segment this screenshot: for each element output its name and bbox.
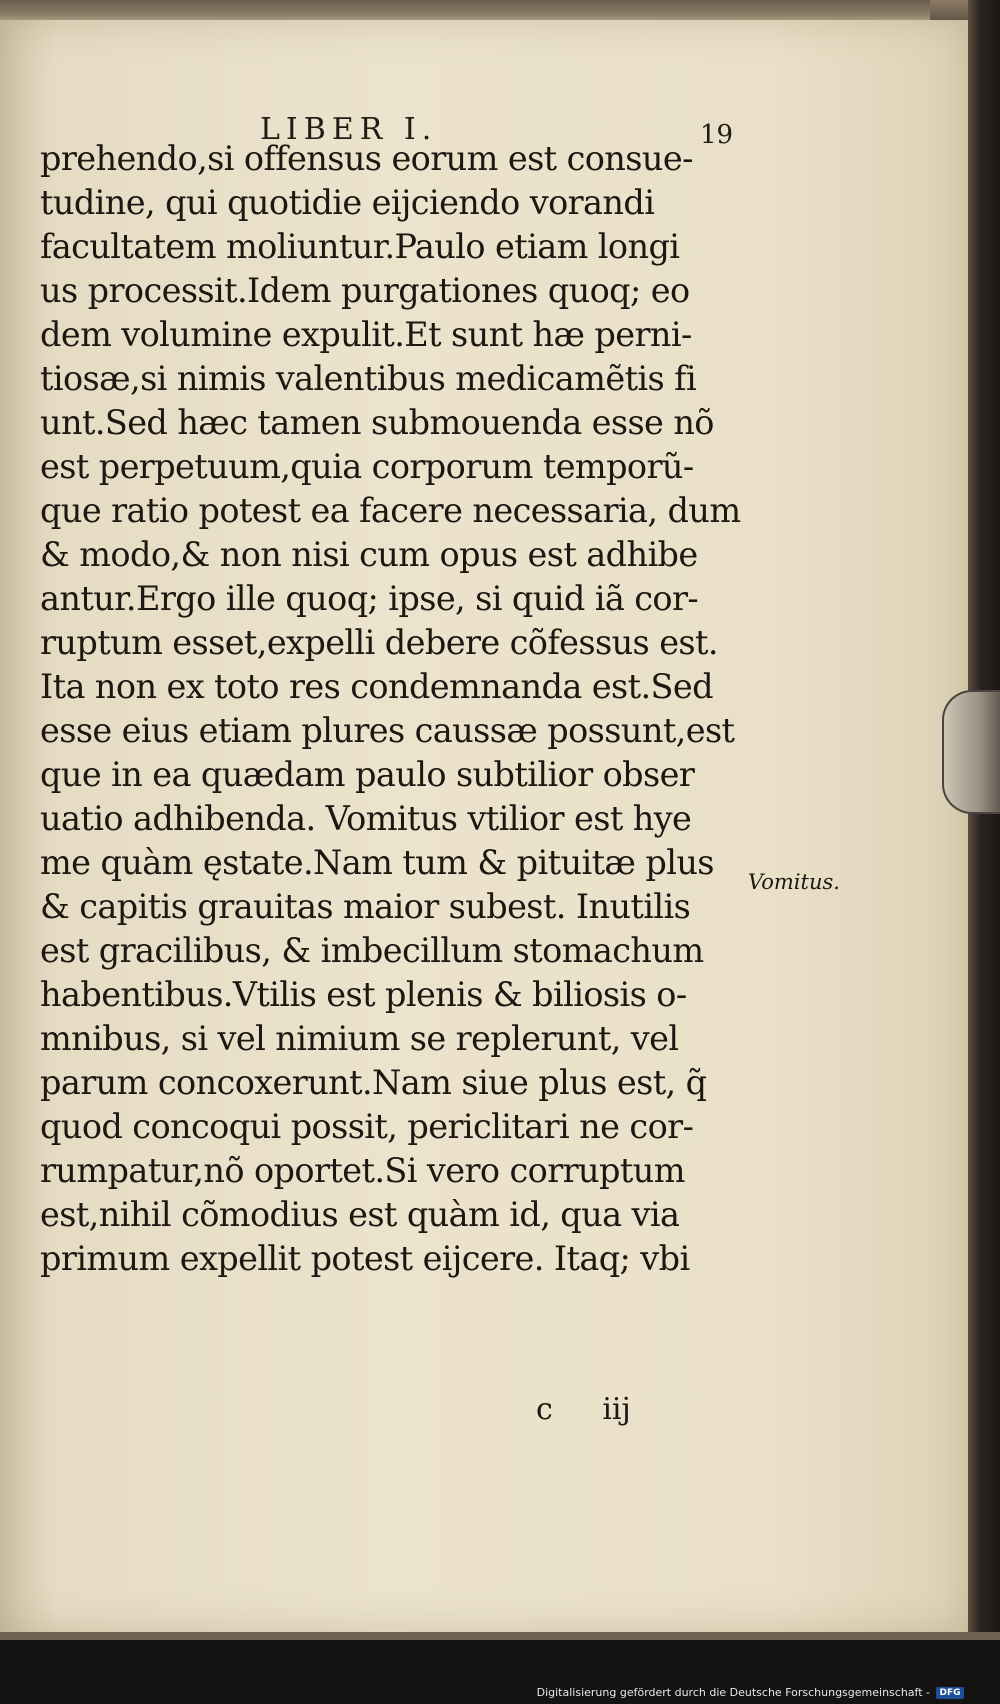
text-line: facultatem moliuntur.Paulo etiam longi (40, 227, 680, 266)
marginal-note: Vomitus. (748, 870, 840, 894)
running-head: LIBER I. (260, 112, 438, 147)
text-line: me quàm ęstate.Nam tum & pituitæ plus (40, 843, 714, 882)
text-line: que in ea quædam paulo subtilior obser (40, 755, 695, 794)
signature-mark: c iij (536, 1392, 631, 1427)
text-line: rumpatur,nõ oportet.Si vero corruptum (40, 1151, 685, 1190)
text-line: antur.Ergo ille quoq; ipse, si quid iã cor- (40, 579, 699, 618)
text-line: esse eius etiam plures caussæ possunt,est (40, 711, 735, 750)
digitization-credit (537, 1686, 964, 1699)
text-line: dem volumine expulit.Et sunt hæ perni- (40, 315, 692, 354)
text-line: & modo,& non nisi cum opus est adhibe (40, 535, 698, 574)
text-line: quod concoqui possit, periclitari ne cor- (40, 1107, 694, 1146)
text-line: que ratio potest ea facere necessaria, dum (40, 491, 741, 530)
text-line: unt.Sed hæc tamen submouenda esse nõ (40, 403, 714, 442)
page-bottom-edge (0, 1632, 1000, 1640)
text-line: tiosæ,si nimis valentibus medicamẽtis fi (40, 359, 697, 398)
text-line: & capitis grauitas maior subest. Inutilis (40, 887, 691, 926)
text-line: ruptum esset,expelli debere cõfessus est. (40, 623, 718, 662)
dfg-logo: DFG (936, 1687, 964, 1699)
text-line: tudine, qui quotidie eijciendo vorandi (40, 183, 655, 222)
text-line: mnibus, si vel nimium se replerunt, vel (40, 1019, 679, 1058)
book-fore-edge (968, 0, 1000, 1704)
main-text-block (40, 137, 745, 1281)
text-line: Ita non ex toto res condemnanda est.Sed (40, 667, 713, 706)
text-line: habentibus.Vtilis est plenis & biliosis o- (40, 975, 687, 1014)
page-clip (942, 690, 1000, 814)
text-line: primum expellit potest eijcere. Itaq; vbi (40, 1239, 690, 1278)
text-line: est,nihil cõmodius est quàm id, qua via (40, 1195, 680, 1234)
text-line: prehendo,si offensus eorum est consue- (40, 139, 693, 178)
text-line: est gracilibus, & imbecillum stomachum (40, 931, 704, 970)
page-number: 19 (700, 120, 734, 150)
text-line: est perpetuum,quia corporum temporũ- (40, 447, 694, 486)
text-line: parum concoxerunt.Nam siue plus est, q̃ (40, 1063, 707, 1102)
credit-text: Digitalisierung gefördert durch die Deutsche Forschungsgemeinschaft - (536, 1686, 930, 1699)
text-line: uatio adhibenda. Vomitus vtilior est hye (40, 799, 692, 838)
text-line: us processit.Idem purgationes quoq; eo (40, 271, 690, 310)
